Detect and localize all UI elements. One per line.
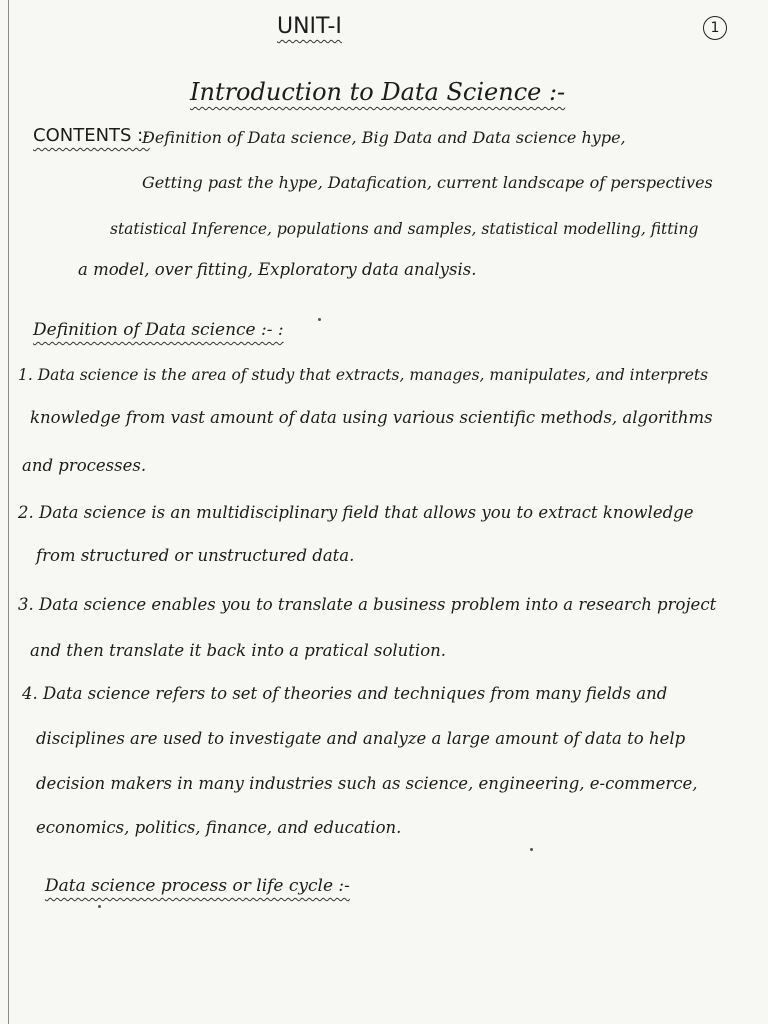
page-margin-line: [8, 0, 9, 1024]
point-4-line: disciplines are used to investigate and analyze a large amount of data to help: [36, 729, 686, 748]
contents-line: Getting past the hype, Datafication, current landscape of perspectives: [142, 173, 713, 192]
point-4-line: 4. Data science refers to set of theories and techniques from many fields and: [22, 684, 668, 703]
ink-speck: [530, 848, 533, 851]
unit-heading: UNIT-I: [277, 14, 342, 39]
point-3-line: 3. Data science enables you to translate a business problem into a research project: [18, 595, 717, 614]
point-4-line: decision makers in many industries such as science, engineering, e-commerce,: [36, 774, 698, 793]
contents-line: a model, over fitting, Exploratory data analysis.: [78, 260, 477, 279]
ink-speck: [318, 318, 321, 321]
page-title: Introduction to Data Science :-: [190, 78, 566, 106]
contents-line: statistical Inference, populations and samples, statistical modelling, fitting: [110, 220, 699, 238]
contents-line: Definition of Data science, Big Data and Data science hype,: [142, 128, 626, 147]
page-number: 1: [703, 16, 727, 40]
contents-label: CONTENTS :-: [33, 125, 150, 146]
point-3-line: and then translate it back into a pratical solution.: [30, 641, 447, 660]
point-4-line: economics, politics, finance, and education.: [36, 818, 402, 837]
ink-speck: [98, 905, 101, 908]
definition-heading: Definition of Data science :- :: [33, 320, 284, 340]
point-1-line: knowledge from vast amount of data using various scientific methods, algorithms: [30, 408, 713, 427]
process-heading: Data science process or life cycle :-: [45, 876, 350, 896]
point-1-line: 1. Data science is the area of study that extracts, manages, manipulates, and interprets: [18, 366, 709, 384]
point-1-line: and processes.: [22, 456, 147, 475]
point-2-line: 2. Data science is an multidisciplinary field that allows you to extract knowledge: [18, 503, 694, 522]
point-2-line: from structured or unstructured data.: [36, 546, 355, 565]
